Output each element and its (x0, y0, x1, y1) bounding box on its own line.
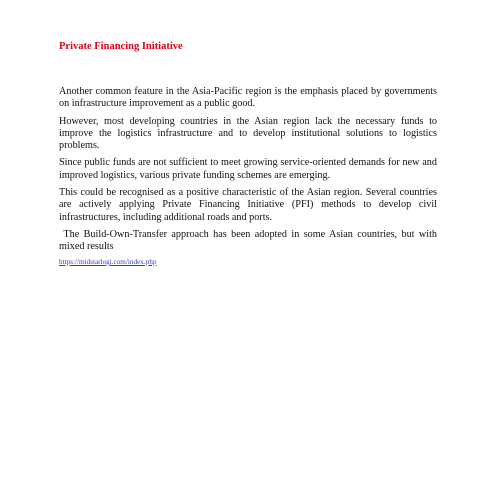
website-link[interactable]: https://midstarlogi.com/index.php (59, 258, 157, 266)
paragraph-3: Since public funds are not sufficient to meet growing service-oriented demands for new and improved logistics, various private funding schemes are emerging. (59, 157, 437, 181)
paragraph-2: However, most developing countries in the Asian region lack the necessary funds to improve the logistics infrastructure and to develop institutional solutions to logistics problems. (59, 115, 437, 152)
document-body (59, 86, 440, 259)
paragraph-5: The Build-Own-Transfer approach has been adopted in some Asian countries, but with mixed results (59, 228, 440, 253)
paragraph-1: Another common feature in the Asia-Pacific region is the emphasis placed by governments on infrastructure improvement as a public good. (59, 86, 437, 110)
document-title: Private Financing Initiative (59, 41, 183, 52)
paragraph-4: This could be recognised as a positive characteristic of the Asian region. Several countries are actively applying Private Financing Initiative (PFI) methods to develop civil infrastructures, including additional roads and ports. (59, 187, 437, 223)
